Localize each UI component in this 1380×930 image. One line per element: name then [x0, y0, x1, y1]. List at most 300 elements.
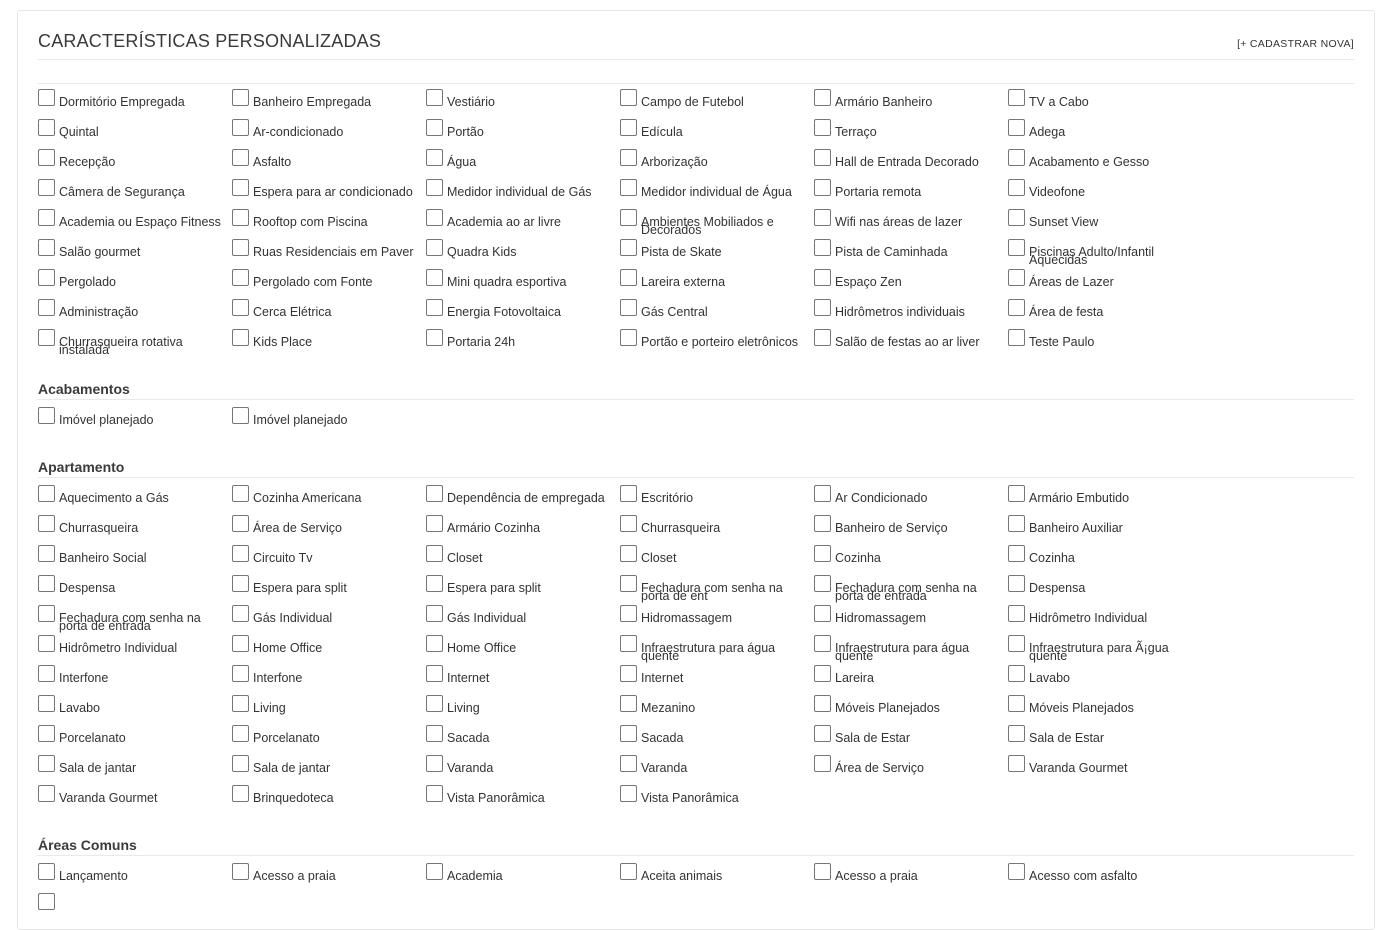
- feature-option[interactable]: [620, 605, 814, 635]
- feature-option[interactable]: [620, 515, 814, 545]
- feature-option[interactable]: [1008, 515, 1202, 545]
- feature-checkbox[interactable]: [38, 239, 55, 256]
- feature-checkbox[interactable]: [1008, 269, 1025, 286]
- feature-label: Escritório: [641, 491, 694, 505]
- feature-checkbox[interactable]: [232, 665, 249, 682]
- feature-checkbox[interactable]: [426, 89, 443, 106]
- feature-checkbox[interactable]: [426, 515, 443, 532]
- feature-option[interactable]: [814, 299, 1008, 329]
- feature-checkbox[interactable]: [232, 605, 249, 622]
- feature-label: Home Office: [253, 641, 323, 655]
- feature-checkbox[interactable]: [38, 269, 55, 286]
- feature-option[interactable]: [38, 725, 232, 755]
- feature-label: Academia: [447, 869, 503, 883]
- feature-option[interactable]: [232, 515, 426, 545]
- feature-checkbox[interactable]: [620, 575, 637, 592]
- feature-label: Imóvel planejado: [253, 413, 348, 427]
- feature-checkbox[interactable]: [232, 695, 249, 712]
- feature-option[interactable]: [426, 755, 620, 785]
- feature-option[interactable]: [232, 239, 426, 269]
- feature-label: Sala de jantar: [253, 761, 331, 775]
- feature-option[interactable]: [620, 485, 814, 515]
- feature-checkbox[interactable]: [620, 485, 637, 502]
- feature-option[interactable]: [1008, 179, 1202, 209]
- feature-option[interactable]: [1008, 545, 1202, 575]
- feature-label: Hidrômetro Individual: [59, 641, 178, 655]
- feature-option[interactable]: [1008, 605, 1202, 635]
- feature-checkbox[interactable]: [1008, 209, 1025, 226]
- feature-label: Closet: [641, 551, 677, 565]
- feature-checkbox[interactable]: [426, 725, 443, 742]
- feature-checkbox[interactable]: [1008, 149, 1025, 166]
- feature-checkbox[interactable]: [232, 269, 249, 286]
- feature-option[interactable]: [38, 149, 232, 179]
- feature-checkbox[interactable]: [620, 299, 637, 316]
- feature-option[interactable]: [426, 269, 620, 299]
- feature-option[interactable]: [232, 119, 426, 149]
- feature-checkbox[interactable]: [232, 863, 249, 880]
- feature-option[interactable]: [814, 149, 1008, 179]
- feature-label: Área de festa: [1029, 305, 1104, 319]
- feature-checkbox[interactable]: [814, 299, 831, 316]
- feature-checkbox[interactable]: [232, 149, 249, 166]
- feature-checkbox[interactable]: [38, 635, 55, 652]
- feature-checkbox[interactable]: [814, 605, 831, 622]
- feature-checkbox[interactable]: [426, 329, 443, 346]
- feature-checkbox[interactable]: [232, 725, 249, 742]
- feature-option[interactable]: [814, 119, 1008, 149]
- feature-checkbox[interactable]: [38, 893, 55, 910]
- feature-option[interactable]: [426, 635, 620, 665]
- feature-checkbox[interactable]: [232, 545, 249, 562]
- feature-option[interactable]: [620, 209, 814, 239]
- feature-checkbox[interactable]: [620, 179, 637, 196]
- feature-option[interactable]: [814, 665, 1008, 695]
- feature-option[interactable]: [1008, 239, 1202, 269]
- feature-option[interactable]: [1008, 149, 1202, 179]
- feature-option[interactable]: [232, 149, 426, 179]
- feature-option[interactable]: [814, 89, 1008, 119]
- feature-label: Recepção: [59, 155, 116, 169]
- feature-checkbox[interactable]: [426, 269, 443, 286]
- feature-checkbox[interactable]: [232, 407, 249, 424]
- feature-option[interactable]: [232, 269, 426, 299]
- feature-checkbox[interactable]: [620, 635, 637, 652]
- feature-option[interactable]: [426, 695, 620, 725]
- feature-checkbox[interactable]: [620, 119, 637, 136]
- feature-checkbox[interactable]: [38, 605, 55, 622]
- feature-option[interactable]: [232, 329, 426, 359]
- feature-label: Despensa: [1029, 581, 1086, 595]
- feature-checkbox[interactable]: [232, 209, 249, 226]
- feature-option[interactable]: [1008, 725, 1202, 755]
- feature-option[interactable]: [814, 515, 1008, 545]
- feature-option[interactable]: [426, 485, 620, 515]
- feature-checkbox[interactable]: [38, 209, 55, 226]
- feature-checkbox[interactable]: [620, 785, 637, 802]
- feature-label: Imóvel planejado: [59, 413, 154, 427]
- feature-checkbox[interactable]: [232, 635, 249, 652]
- feature-option[interactable]: [38, 863, 232, 893]
- feature-checkbox[interactable]: [814, 695, 831, 712]
- feature-option[interactable]: [38, 299, 232, 329]
- feature-option[interactable]: [426, 575, 620, 605]
- feature-label: Sala de jantar: [59, 761, 137, 775]
- feature-checkbox[interactable]: [620, 89, 637, 106]
- feature-checkbox[interactable]: [620, 755, 637, 772]
- feature-label: Hidromassagem: [641, 611, 733, 625]
- feature-checkbox[interactable]: [426, 209, 443, 226]
- feature-checkbox[interactable]: [620, 209, 637, 226]
- feature-option[interactable]: [620, 329, 814, 359]
- feature-label: Portão e porteiro eletrônicos: [641, 335, 799, 349]
- feature-checkbox[interactable]: [38, 545, 55, 562]
- feature-option[interactable]: [38, 179, 232, 209]
- feature-checkbox[interactable]: [426, 863, 443, 880]
- feature-checkbox[interactable]: [426, 695, 443, 712]
- feature-checkbox[interactable]: [814, 239, 831, 256]
- feature-label: Acesso a praia: [253, 869, 336, 883]
- feature-checkbox[interactable]: [232, 179, 249, 196]
- feature-option[interactable]: [1008, 329, 1202, 359]
- feature-option[interactable]: [1008, 575, 1202, 605]
- feature-checkbox[interactable]: [1008, 89, 1025, 106]
- feature-option[interactable]: [814, 545, 1008, 575]
- feature-checkbox[interactable]: [620, 605, 637, 622]
- feature-option[interactable]: [232, 635, 426, 665]
- feature-checkbox[interactable]: [38, 89, 55, 106]
- feature-checkbox[interactable]: [426, 605, 443, 622]
- feature-checkbox[interactable]: [38, 329, 55, 346]
- feature-checkbox[interactable]: [814, 575, 831, 592]
- feature-option[interactable]: [232, 209, 426, 239]
- feature-option[interactable]: [814, 209, 1008, 239]
- feature-option[interactable]: [814, 863, 1008, 893]
- feature-checkbox[interactable]: [814, 149, 831, 166]
- feature-option[interactable]: [232, 179, 426, 209]
- feature-option[interactable]: [426, 515, 620, 545]
- feature-option[interactable]: [620, 545, 814, 575]
- feature-checkbox[interactable]: [232, 515, 249, 532]
- feature-option[interactable]: [620, 179, 814, 209]
- feature-checkbox[interactable]: [814, 485, 831, 502]
- feature-checkbox[interactable]: [232, 89, 249, 106]
- feature-checkbox[interactable]: [426, 239, 443, 256]
- feature-option[interactable]: [38, 515, 232, 545]
- feature-checkbox[interactable]: [814, 635, 831, 652]
- feature-option[interactable]: [620, 119, 814, 149]
- feature-option[interactable]: [1008, 755, 1202, 785]
- feature-option[interactable]: [38, 329, 232, 359]
- feature-checkbox[interactable]: [232, 575, 249, 592]
- feature-option[interactable]: [620, 785, 814, 815]
- feature-option[interactable]: [1008, 299, 1202, 329]
- feature-option[interactable]: [1008, 635, 1202, 665]
- feature-option[interactable]: [620, 89, 814, 119]
- feature-checkbox[interactable]: [38, 695, 55, 712]
- feature-checkbox[interactable]: [814, 179, 831, 196]
- feature-checkbox[interactable]: [620, 149, 637, 166]
- feature-checkbox[interactable]: [814, 515, 831, 532]
- feature-checkbox[interactable]: [1008, 575, 1025, 592]
- feature-checkbox[interactable]: [814, 89, 831, 106]
- feature-label: Quadra Kids: [447, 245, 517, 259]
- feature-option[interactable]: [232, 485, 426, 515]
- feature-checkbox[interactable]: [232, 485, 249, 502]
- feature-option[interactable]: [232, 407, 426, 437]
- feature-option[interactable]: [426, 545, 620, 575]
- feature-label: Infraestrutura para Ã¡gua quente: [1029, 641, 1169, 663]
- feature-checkbox[interactable]: [620, 665, 637, 682]
- feature-option[interactable]: [38, 755, 232, 785]
- feature-checkbox[interactable]: [1008, 485, 1025, 502]
- section-header: [38, 459, 1354, 478]
- feature-checkbox[interactable]: [814, 755, 831, 772]
- feature-option[interactable]: [38, 665, 232, 695]
- feature-option[interactable]: [38, 635, 232, 665]
- feature-checkbox[interactable]: [38, 515, 55, 532]
- feature-option[interactable]: [620, 299, 814, 329]
- feature-label: Ar-condicionado: [253, 125, 344, 139]
- feature-label: Infraestrutura para água quente: [835, 641, 970, 663]
- feature-checkbox[interactable]: [38, 407, 55, 424]
- feature-label: Lançamento: [59, 869, 128, 883]
- feature-checkbox[interactable]: [426, 299, 443, 316]
- feature-label: Closet: [447, 551, 483, 565]
- feature-checkbox[interactable]: [38, 299, 55, 316]
- feature-option[interactable]: [814, 329, 1008, 359]
- feature-checkbox[interactable]: [38, 785, 55, 802]
- feature-checkbox[interactable]: [1008, 755, 1025, 772]
- feature-checkbox[interactable]: [1008, 665, 1025, 682]
- feature-option[interactable]: [426, 239, 620, 269]
- feature-checkbox[interactable]: [814, 119, 831, 136]
- feature-checkbox[interactable]: [38, 863, 55, 880]
- feature-option[interactable]: [1008, 665, 1202, 695]
- feature-label: Circuito Tv: [253, 551, 313, 565]
- feature-option[interactable]: [426, 179, 620, 209]
- feature-checkbox[interactable]: [38, 665, 55, 682]
- feature-checkbox[interactable]: [38, 755, 55, 772]
- feature-checkbox[interactable]: [426, 665, 443, 682]
- feature-option[interactable]: [1008, 485, 1202, 515]
- feature-checkbox[interactable]: [426, 545, 443, 562]
- feature-option[interactable]: [232, 605, 426, 635]
- feature-checkbox[interactable]: [814, 545, 831, 562]
- feature-checkbox[interactable]: [1008, 515, 1025, 532]
- feature-option[interactable]: [232, 299, 426, 329]
- feature-checkbox[interactable]: [814, 725, 831, 742]
- feature-checkbox[interactable]: [620, 515, 637, 532]
- feature-label: Brinquedoteca: [253, 791, 334, 805]
- feature-checkbox[interactable]: [1008, 119, 1025, 136]
- feature-checkbox[interactable]: [232, 299, 249, 316]
- feature-label: Lavabo: [59, 701, 101, 715]
- feature-checkbox[interactable]: [426, 179, 443, 196]
- feature-checkbox[interactable]: [232, 119, 249, 136]
- feature-option[interactable]: [620, 695, 814, 725]
- feature-label: Acesso com asfalto: [1029, 869, 1138, 883]
- feature-checkbox[interactable]: [620, 545, 637, 562]
- feature-option[interactable]: [1008, 269, 1202, 299]
- feature-option[interactable]: [814, 695, 1008, 725]
- feature-option[interactable]: [814, 179, 1008, 209]
- feature-option[interactable]: [426, 299, 620, 329]
- feature-checkbox[interactable]: [620, 863, 637, 880]
- feature-option[interactable]: [1008, 89, 1202, 119]
- feature-option[interactable]: [38, 575, 232, 605]
- feature-option[interactable]: [38, 89, 232, 119]
- feature-option[interactable]: [1008, 863, 1202, 893]
- feature-checkbox[interactable]: [1008, 239, 1025, 256]
- feature-label: Varanda Gourmet: [1029, 761, 1128, 775]
- feature-checkbox[interactable]: [426, 575, 443, 592]
- feature-option[interactable]: [620, 725, 814, 755]
- feature-option[interactable]: [426, 725, 620, 755]
- feature-option[interactable]: [232, 755, 426, 785]
- feature-checkbox[interactable]: [38, 575, 55, 592]
- feature-checkbox[interactable]: [814, 665, 831, 682]
- feature-option[interactable]: [426, 329, 620, 359]
- feature-option[interactable]: [620, 575, 814, 605]
- feature-option[interactable]: [620, 149, 814, 179]
- feature-checkbox[interactable]: [1008, 605, 1025, 622]
- feature-checkbox[interactable]: [814, 863, 831, 880]
- feature-option[interactable]: [232, 695, 426, 725]
- feature-option[interactable]: [426, 149, 620, 179]
- feature-option[interactable]: [232, 725, 426, 755]
- feature-option[interactable]: [426, 665, 620, 695]
- feature-option[interactable]: [814, 575, 1008, 605]
- feature-option[interactable]: [232, 785, 426, 815]
- feature-checkbox[interactable]: [232, 239, 249, 256]
- feature-checkbox[interactable]: [620, 695, 637, 712]
- feature-checkbox[interactable]: [232, 329, 249, 346]
- feature-option[interactable]: [38, 605, 232, 635]
- feature-checkbox[interactable]: [1008, 329, 1025, 346]
- feature-checkbox[interactable]: [620, 725, 637, 742]
- feature-option[interactable]: [38, 485, 232, 515]
- feature-label: Água: [447, 155, 477, 169]
- feature-checkbox[interactable]: [232, 785, 249, 802]
- feature-label: Videofone: [1029, 185, 1086, 199]
- feature-option[interactable]: [814, 605, 1008, 635]
- feature-option[interactable]: [426, 863, 620, 893]
- feature-checkbox[interactable]: [814, 269, 831, 286]
- feature-label: Pergolado com Fonte: [253, 275, 373, 289]
- feature-checkbox[interactable]: [426, 785, 443, 802]
- feature-checkbox[interactable]: [620, 239, 637, 256]
- feature-checkbox[interactable]: [1008, 725, 1025, 742]
- feature-option[interactable]: [426, 89, 620, 119]
- feature-checkbox[interactable]: [1008, 299, 1025, 316]
- feature-option[interactable]: [620, 269, 814, 299]
- feature-label: Banheiro Empregada: [253, 95, 372, 109]
- feature-checkbox[interactable]: [38, 179, 55, 196]
- feature-option[interactable]: [620, 239, 814, 269]
- feature-checkbox[interactable]: [38, 725, 55, 742]
- feature-label: Pergolado: [59, 275, 116, 289]
- feature-label: Acabamento e Gesso: [1029, 155, 1150, 169]
- feature-option[interactable]: [38, 545, 232, 575]
- feature-option[interactable]: [620, 863, 814, 893]
- feature-option[interactable]: [814, 269, 1008, 299]
- add-new-feature-link[interactable]: [+ CADASTRAR NOVA]: [1237, 38, 1354, 50]
- feature-option[interactable]: [814, 485, 1008, 515]
- feature-option[interactable]: [1008, 695, 1202, 725]
- feature-checkbox[interactable]: [426, 485, 443, 502]
- feature-checkbox[interactable]: [620, 329, 637, 346]
- feature-option[interactable]: [232, 89, 426, 119]
- feature-option[interactable]: [620, 665, 814, 695]
- feature-label: Living: [447, 701, 480, 715]
- feature-option[interactable]: [1008, 119, 1202, 149]
- feature-option[interactable]: [620, 755, 814, 785]
- feature-checkbox[interactable]: [1008, 545, 1025, 562]
- feature-label: Cerca Elétrica: [253, 305, 332, 319]
- feature-checkbox[interactable]: [426, 119, 443, 136]
- feature-checkbox[interactable]: [1008, 695, 1025, 712]
- feature-label: Academia ou Espaço Fitness: [59, 215, 221, 229]
- feature-option[interactable]: [38, 785, 232, 815]
- feature-option[interactable]: [426, 209, 620, 239]
- feature-checkbox[interactable]: [232, 755, 249, 772]
- feature-checkbox[interactable]: [1008, 863, 1025, 880]
- section-title: Apartamento: [38, 459, 125, 475]
- feature-option[interactable]: [38, 695, 232, 725]
- feature-checkbox[interactable]: [814, 209, 831, 226]
- feature-label: Medidor individual de Gás: [447, 185, 592, 199]
- feature-option[interactable]: [232, 863, 426, 893]
- section-header: [38, 381, 1354, 400]
- feature-option[interactable]: [1008, 209, 1202, 239]
- feature-checkbox[interactable]: [426, 635, 443, 652]
- feature-checkbox[interactable]: [38, 119, 55, 136]
- feature-option[interactable]: [814, 635, 1008, 665]
- feature-label: Home Office: [447, 641, 517, 655]
- feature-checkbox[interactable]: [1008, 635, 1025, 652]
- feature-option[interactable]: [426, 119, 620, 149]
- feature-checkbox[interactable]: [426, 149, 443, 166]
- feature-option[interactable]: [814, 755, 1008, 785]
- feature-checkbox[interactable]: [620, 269, 637, 286]
- feature-option[interactable]: [232, 665, 426, 695]
- feature-option[interactable]: [426, 785, 620, 815]
- feature-option[interactable]: [620, 635, 814, 665]
- feature-option[interactable]: [232, 575, 426, 605]
- feature-checkbox[interactable]: [38, 149, 55, 166]
- feature-option[interactable]: [232, 545, 426, 575]
- feature-option[interactable]: [38, 239, 232, 269]
- feature-option[interactable]: [38, 269, 232, 299]
- feature-checkbox[interactable]: [38, 485, 55, 502]
- feature-option[interactable]: [814, 725, 1008, 755]
- feature-label: Varanda Gourmet: [59, 791, 158, 805]
- feature-checkbox[interactable]: [1008, 179, 1025, 196]
- feature-label: Energia Fotovoltaica: [447, 305, 561, 319]
- feature-option[interactable]: [38, 119, 232, 149]
- feature-checkbox[interactable]: [814, 329, 831, 346]
- feature-option[interactable]: [38, 209, 232, 239]
- feature-label: Cozinha: [835, 551, 881, 565]
- feature-label: Terraço: [835, 125, 877, 139]
- feature-checkbox[interactable]: [426, 755, 443, 772]
- feature-label: Medidor individual de Água: [641, 185, 792, 199]
- feature-option[interactable]: [814, 239, 1008, 269]
- feature-option[interactable]: [38, 407, 232, 437]
- feature-option[interactable]: [38, 893, 232, 923]
- feature-option[interactable]: [426, 605, 620, 635]
